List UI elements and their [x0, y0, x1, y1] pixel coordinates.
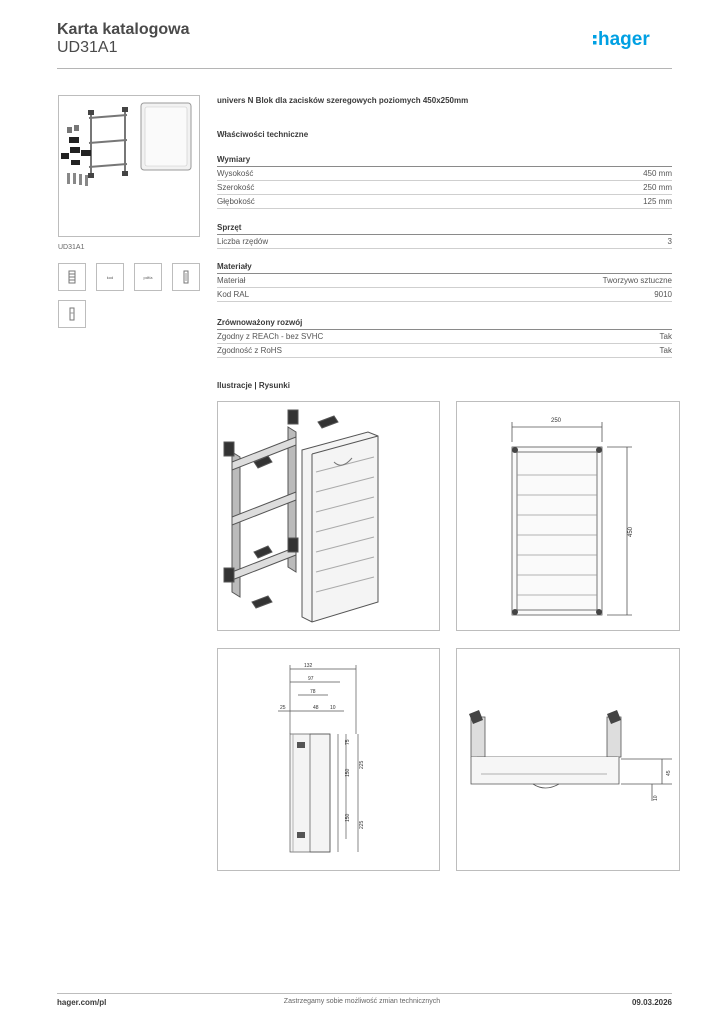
document-title: Karta katalogowa — [57, 21, 190, 38]
rail-icon[interactable] — [58, 263, 86, 291]
svg-text:150: 150 — [345, 768, 351, 777]
svg-text:150: 150 — [345, 813, 351, 822]
header-divider — [57, 68, 672, 69]
side-view-drawing[interactable] — [217, 648, 440, 871]
dimensions-title: Wymiary — [217, 155, 672, 167]
svg-text:450: 450 — [628, 526, 634, 537]
footer-website-link[interactable]: hager.com/pl — [57, 998, 107, 1007]
tech-specs-title: Właściwości techniczne — [217, 130, 309, 139]
svg-text:hager: hager — [598, 29, 650, 50]
spec-row-ral: Kod RAL 9010 — [217, 288, 672, 302]
equipment-group — [217, 223, 672, 249]
materials-title: Materiały — [217, 262, 672, 274]
product-description: univers N Blok dla zacisków szeregowych poziomych 450x250mm — [217, 96, 469, 105]
spec-row-rows-count: Liczba rzędów 3 — [217, 235, 672, 249]
footer-disclaimer: Zastrzegamy sobie możliwość zmian technicznych — [283, 998, 441, 1005]
front-view-drawing[interactable] — [456, 401, 680, 631]
svg-text:225: 225 — [359, 760, 365, 769]
spec-row-rohs: Zgodność z RoHS Tak — [217, 344, 672, 358]
spec-row-reach: Zgodny z REACh - bez SVHC Tak — [217, 330, 672, 344]
sustainability-title: Zrównoważony rozwój — [217, 318, 672, 330]
svg-text:45: 45 — [666, 770, 672, 776]
dimensions-group — [217, 155, 672, 209]
equipment-title: Sprzęt — [217, 223, 672, 235]
product-thumbnail[interactable] — [58, 95, 200, 237]
svg-text:97: 97 — [308, 676, 314, 682]
kod-icon[interactable]: kod — [96, 263, 124, 291]
svg-text:48: 48 — [313, 705, 319, 711]
spec-row-width: Szerokość 250 mm — [217, 181, 672, 195]
profile-icon[interactable] — [172, 263, 200, 291]
hager-logo — [593, 28, 673, 57]
product-code: UD31A1 — [57, 39, 118, 56]
svg-text:10: 10 — [330, 705, 336, 711]
footer-date: 09.03.2026 — [631, 998, 672, 1007]
svg-text:78: 78 — [310, 689, 316, 695]
svg-text:250: 250 — [551, 418, 562, 424]
sustainability-group — [217, 318, 672, 358]
spec-row-material: Materiał Tworzywo sztuczne — [217, 274, 672, 288]
svg-text:10: 10 — [653, 795, 659, 801]
svg-text:75: 75 — [345, 739, 351, 745]
thumbnail-caption: UD31A1 — [58, 244, 85, 251]
svg-text:225: 225 — [359, 820, 365, 829]
svg-text:25: 25 — [280, 705, 286, 711]
materials-group — [217, 262, 672, 302]
footer-divider — [57, 993, 672, 994]
spec-row-depth: Głębokość 125 mm — [217, 195, 672, 209]
illustrations-title: Ilustracje | Rysunki — [217, 381, 290, 390]
svg-text:132: 132 — [304, 663, 313, 669]
pdf-icon[interactable]: pdf/a — [134, 263, 162, 291]
spec-row-height: Wysokość 450 mm — [217, 167, 672, 181]
bottom-view-drawing[interactable] — [456, 648, 680, 871]
clip-icon[interactable] — [58, 300, 86, 328]
exploded-view-drawing[interactable] — [217, 401, 440, 631]
